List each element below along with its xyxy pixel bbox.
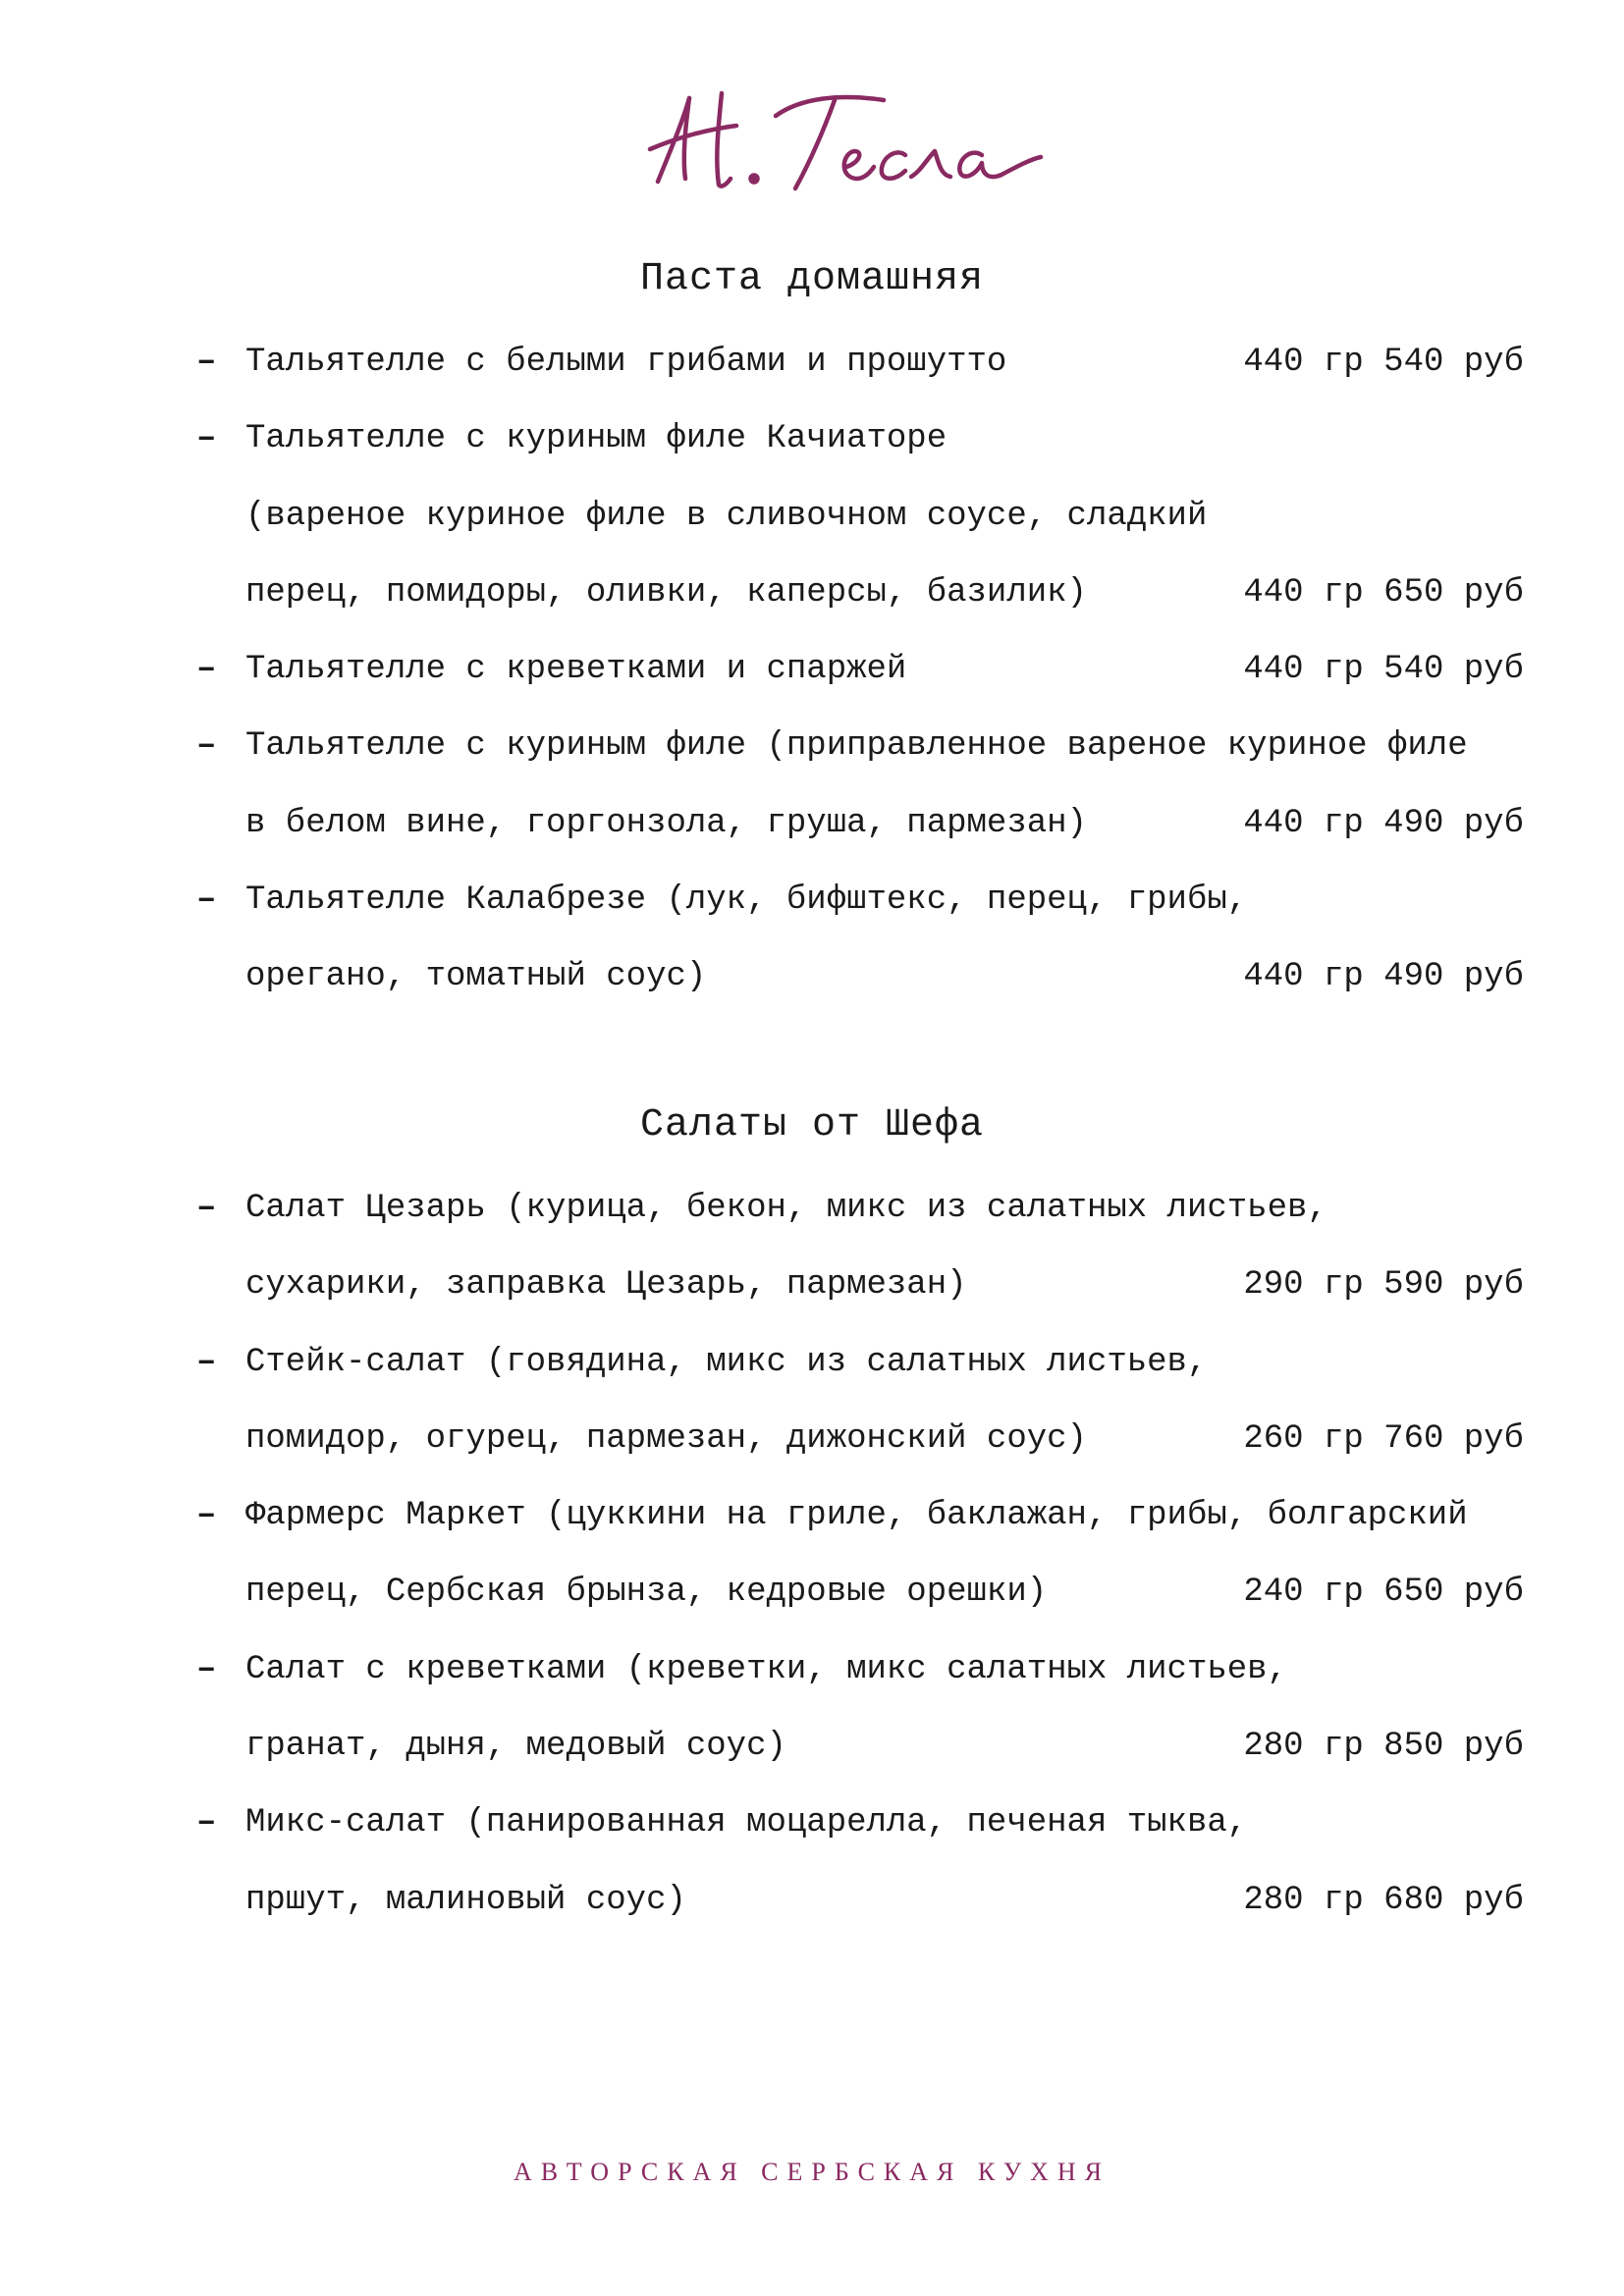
menu-line bbox=[196, 478, 1524, 555]
dish-price: 440 гр 490 руб bbox=[1243, 958, 1524, 996]
bullet-dash: – bbox=[196, 651, 217, 689]
menu-line bbox=[196, 938, 1524, 1015]
dish-price: 440 гр 540 руб bbox=[1243, 651, 1524, 689]
menu-line bbox=[196, 555, 1524, 631]
menu-line bbox=[196, 400, 1524, 477]
bullet-dash: – bbox=[196, 881, 217, 920]
dish-text: сухарики, заправка Цезарь, пармезан) bbox=[245, 1266, 967, 1305]
menu-line bbox=[196, 1708, 1524, 1785]
section-title-pasta: Паста домашняя bbox=[639, 257, 985, 301]
section-title-salads: Салаты от Шефа bbox=[639, 1103, 985, 1148]
dish-price: 240 гр 650 руб bbox=[1243, 1574, 1524, 1612]
dish-text: Тальятелле Калабрезе (лук, бифштекс, перец, грибы, bbox=[245, 881, 1248, 920]
menu-list-pasta bbox=[196, 324, 1524, 1016]
dish-price: 440 гр 490 руб bbox=[1243, 804, 1524, 842]
bullet-dash: – bbox=[196, 1190, 217, 1227]
footer-tagline: АВТОРСКАЯ СЕРБСКАЯ КУХНЯ bbox=[513, 2158, 1111, 2186]
brand-logo bbox=[628, 69, 1060, 206]
dish-price: 440 гр 650 руб bbox=[1243, 573, 1524, 612]
bullet-dash: – bbox=[196, 1343, 217, 1381]
dish-price: 290 гр 590 руб bbox=[1243, 1266, 1524, 1305]
dish-text: в белом вине, горгонзола, груша, пармезан) bbox=[245, 804, 1087, 842]
dish-text: Микс-салат (панированная моцарелла, печеная тыква, bbox=[245, 1804, 1248, 1842]
dish-price: 260 гр 760 руб bbox=[1243, 1419, 1524, 1458]
dish-text: орегано, томатный соус) bbox=[245, 958, 707, 996]
menu-line bbox=[196, 862, 1524, 938]
menu-line bbox=[196, 708, 1524, 784]
dish-text: Салат с креветками (креветки, микс салатных листьев, bbox=[245, 1650, 1287, 1688]
menu-line bbox=[196, 1477, 1524, 1554]
menu-line bbox=[196, 631, 1524, 708]
menu-line bbox=[196, 1785, 1524, 1861]
dish-text: Тальятелле с креветками и спаржей bbox=[245, 651, 907, 689]
bullet-dash: – bbox=[196, 727, 217, 766]
dish-text: перец, помидоры, оливки, каперсы, базилик) bbox=[245, 573, 1087, 612]
menu-line bbox=[196, 1170, 1524, 1247]
menu-line bbox=[196, 785, 1524, 862]
dish-text: перец, Сербская брынза, кедровые орешки) bbox=[245, 1574, 1048, 1612]
dish-price: 280 гр 850 руб bbox=[1243, 1728, 1524, 1766]
menu-line bbox=[196, 1247, 1524, 1323]
dish-text: Тальятелле с куриным филе (приправленное вареное куриное филе bbox=[245, 727, 1468, 766]
bullet-dash: – bbox=[196, 344, 217, 381]
dish-text: Салат Цезарь (курица, бекон, микс из салатных листьев, bbox=[245, 1190, 1327, 1227]
dish-text: Стейк-салат (говядина, микс из салатных листьев, bbox=[245, 1343, 1208, 1381]
dish-price: 280 гр 680 руб bbox=[1243, 1881, 1524, 1919]
dish-text: помидор, огурец, пармезан, дижонский соус) bbox=[245, 1419, 1087, 1458]
dish-text: Фармерс Маркет (цуккини на гриле, баклажан, грибы, болгарский bbox=[245, 1497, 1468, 1535]
menu-list-salads bbox=[196, 1170, 1524, 1939]
dish-price: 440 гр 540 руб bbox=[1243, 344, 1524, 381]
menu-line bbox=[196, 1401, 1524, 1477]
dish-text: гранат, дыня, медовый соус) bbox=[245, 1728, 786, 1766]
bullet-dash: – bbox=[196, 1650, 217, 1688]
dish-text: (вареное куриное филе в сливочном соусе, сладкий bbox=[245, 497, 1208, 535]
dish-text: Тальятелле с белыми грибами и прошутто bbox=[245, 344, 1007, 381]
signature-logo-icon bbox=[628, 69, 1060, 206]
menu-line bbox=[196, 1631, 1524, 1708]
menu-line bbox=[196, 324, 1524, 400]
dish-text: Тальятелле с куриным филе Качиаторе bbox=[245, 420, 947, 458]
bullet-dash: – bbox=[196, 420, 217, 458]
bullet-dash: – bbox=[196, 1497, 217, 1535]
menu-line bbox=[196, 1324, 1524, 1401]
bullet-dash: – bbox=[196, 1804, 217, 1842]
dish-text: пршут, малиновый соус) bbox=[245, 1881, 686, 1919]
menu-line bbox=[196, 1862, 1524, 1939]
menu-line bbox=[196, 1554, 1524, 1630]
